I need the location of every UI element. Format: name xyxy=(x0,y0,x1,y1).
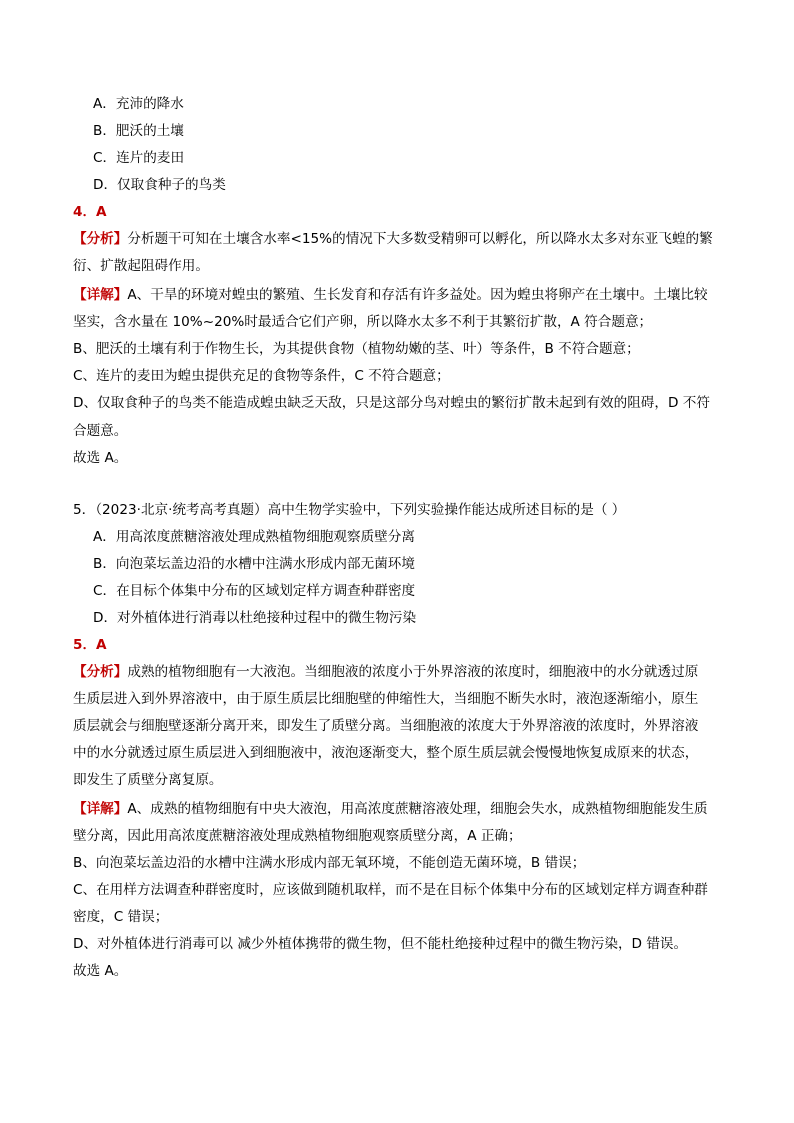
answer-5-analysis-line: 中的水分就透过原生质层进入到细胞液中，液泡逐渐变大，整个原生质层就会慢慢地恢复成原来的状态， xyxy=(73,745,699,761)
q3-option-c: C．连片的麦田 xyxy=(93,150,185,166)
q5-option-a: A．用高浓度蔗糖溶液处理成熟植物细胞观察质壁分离 xyxy=(93,529,415,545)
answer-4-detail-line: B、肥沃的土壤有利于作物生长，为其提供食物（植物幼嫩的茎、叶）等条件，B 不符合题意； xyxy=(73,341,640,357)
answer-5-detail-line: C、在用样方法调查种群密度时，应该做到随机取样，而不是在目标个体集中分布的区域划定样方调查种群 xyxy=(73,882,708,898)
detail-tag: 【详解】 xyxy=(73,801,128,817)
answer-4-detail-line: D、仅取食种子的鸟类不能造成蝗虫缺乏天敌，只是这部分鸟对蝗虫的繁衍扩散未起到有效的阻碍，D 不符 xyxy=(73,395,710,411)
answer-5-detail-line: 故选 A。 xyxy=(73,963,128,979)
answer-4-analysis-line: 衍、扩散起阻碍作用。 xyxy=(73,258,209,274)
answer-5-detail-line xyxy=(73,799,708,819)
answer-5-analysis-line: 即发生了质壁分离复原。 xyxy=(73,772,223,788)
q3-option-a: A．充沛的降水 xyxy=(93,96,184,112)
answer-5-detail-line: B、向泡菜坛盖边沿的水槽中注满水形成内部无氧环境，不能创造无菌环境，B 错误； xyxy=(73,855,586,871)
question-5-stem: 5．（2023·北京·统考高考真题）高中生物学实验中，下列实验操作能达成所述目标的是（ ） xyxy=(73,502,626,518)
answer-4-detail-line: 合题意。 xyxy=(73,423,128,439)
answer-4-analysis-line xyxy=(73,229,713,249)
answer-4-number: 4．A xyxy=(73,204,107,220)
q5-option-c: C．在目标个体集中分布的区域划定样方调查种群密度 xyxy=(93,583,416,599)
analysis-text: 分析题干可知在土壤含水率<15%的情况下大多数受精卵可以孵化，所以降水太多对东亚飞蝗的繁 xyxy=(127,231,713,247)
detail-tag: 【详解】 xyxy=(73,287,128,303)
answer-4-detail-line: 坚实，含水量在 10%~20%时最适合它们产卵，所以降水太多不利于其繁衍扩散，A 符合题意； xyxy=(73,314,653,330)
q3-option-d: D．仅取食种子的鸟类 xyxy=(93,177,226,193)
detail-text: A、成熟的植物细胞有中央大液泡，用高浓度蔗糖溶液处理，细胞会失水，成熟植物细胞能发生质 xyxy=(127,801,708,817)
answer-5-detail-line: D、对外植体进行消毒可以 减少外植体携带的微生物，但不能杜绝接种过程中的微生物污染，D 错误。 xyxy=(73,936,688,952)
q3-option-b: B．肥沃的土壤 xyxy=(93,123,184,139)
analysis-tag: 【分析】 xyxy=(73,231,128,247)
q5-option-b: B．向泡菜坛盖边沿的水槽中注满水形成内部无菌环境 xyxy=(93,556,415,572)
analysis-text: 成熟的植物细胞有一大液泡。当细胞液的浓度小于外界溶液的浓度时，细胞液中的水分就透过原 xyxy=(127,664,699,680)
answer-5-analysis-line: 质层就会与细胞壁逐渐分离开来，即发生了质壁分离。当细胞液的浓度大于外界溶液的浓度时，外界溶液 xyxy=(73,718,699,734)
detail-text: A、干旱的环境对蝗虫的繁殖、生长发育和存活有许多益处。因为蝗虫将卵产在土壤中。土壤比较 xyxy=(127,287,708,303)
answer-4-detail-line xyxy=(73,285,708,305)
answer-5-number: 5．A xyxy=(73,637,107,653)
answer-4-detail-line: C、连片的麦田为蝗虫提供充足的食物等条件，C 不符合题意； xyxy=(73,368,450,384)
answer-4-detail-line: 故选 A。 xyxy=(73,450,128,466)
answer-5-detail-line: 密度，C 错误； xyxy=(73,909,169,925)
analysis-tag: 【分析】 xyxy=(73,664,128,680)
answer-5-detail-line: 壁分离，因此用高浓度蔗糖溶液处理成熟植物细胞观察质壁分离，A 正确； xyxy=(73,828,522,844)
answer-5-analysis-line xyxy=(73,662,698,682)
q5-option-d: D．对外植体进行消毒以杜绝接种过程中的微生物污染 xyxy=(93,610,417,626)
answer-5-analysis-line: 生质层进入到外界溶液中，由于原生质层比细胞壁的伸缩性大，当细胞不断失水时，液泡逐渐缩小，原生 xyxy=(73,691,699,707)
